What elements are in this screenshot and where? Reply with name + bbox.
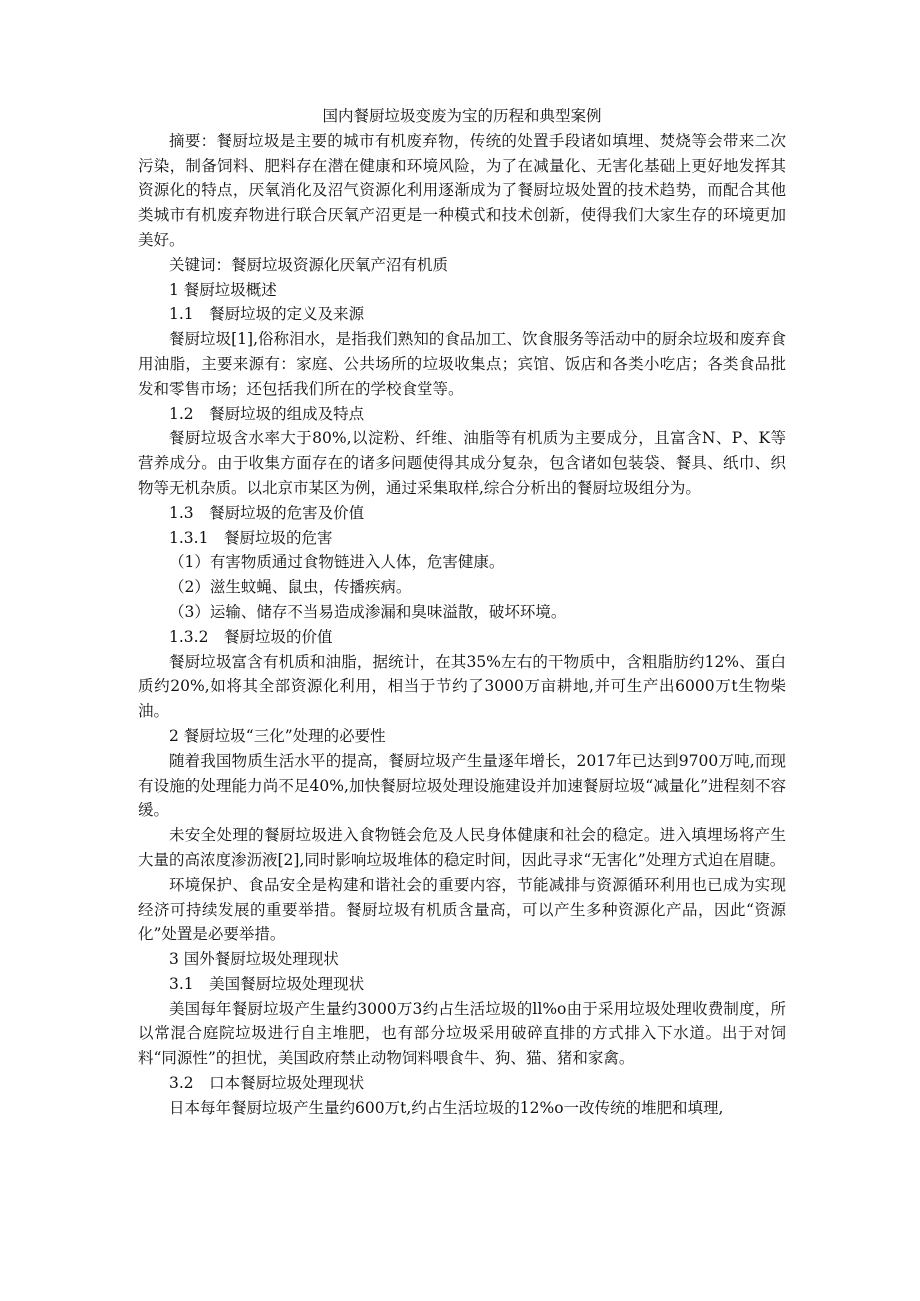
paragraph-3-2: 日本每年餐厨垃圾产生量约600万t,约占生活垃圾的12%o一改传统的堆肥和填理, <box>169 1098 724 1117</box>
section-heading-1: 1 餐厨垃圾概述 <box>169 280 277 299</box>
document-title: 国内餐厨垃圾变废为宝的历程和典型案例 <box>322 107 602 125</box>
harm-item-3: （3）运输、储存不当易造成渗漏和臭味溢散，破坏环境。 <box>169 602 567 621</box>
document-body <box>138 104 786 1121</box>
subsection-heading-1-1: 1.1 餐厨垃圾的定义及来源 <box>169 305 365 324</box>
paragraph-1-3-2: 餐厨垃圾富含有机质和油脂，据统计，在其35%左右的干物质中，含粗脂肪约12%、蛋白质约20%,如将其全部资源化利用，相当于节约了3000万亩耕地,并可生产出6000万t生物柴油。 <box>138 652 786 721</box>
paragraph-2-3: 环境保护、食品安全是构建和谐社会的重要内容，节能减排与资源循环利用也已成为实现经济可持续发展的重要举措。餐厨垃圾有机质含量高，可以产生多种资源化产品，因此“资源化”处置是必要举措。 <box>138 875 786 944</box>
subsection-heading-1-3: 1.3 餐厨垃圾的危害及价值 <box>169 503 365 522</box>
subsection-heading-1-3-2: 1.3.2 餐厨垃圾的价值 <box>169 627 333 646</box>
keywords-line: 关键词：餐厨垃圾资源化厌氧产沼有机质 <box>169 255 449 274</box>
section-heading-2: 2 餐厨垃圾“三化”处理的必要性 <box>169 726 386 745</box>
subsection-heading-1-3-1: 1.3.1 餐厨垃圾的危害 <box>169 528 333 547</box>
abstract-paragraph: 摘要：餐厨垃圾是主要的城市有机废弃物，传统的处置手段诸如填埋、焚烧等会带来二次污染，制备饲料、肥料存在潜在健康和环境风险，为了在减量化、无害化基础上更好地发挥其资源化的特点，厌氧消化及沼气资源化利用逐渐成为了餐厨垃圾处置的技术趋势，而配合其他类城市有机废弃物进行联合厌氧产沼更是一种模式和技术创新，使得我们大家生存的环境更加美好。 <box>138 131 786 249</box>
paragraph-2-2: 未安全处理的餐厨垃圾进入食物链会危及人民身体健康和社会的稳定。进入填埋场将产生大量的高浓度渗沥液[2],同时影响垃圾堆体的稳定时间，因此寻求“无害化”处理方式迫在眉睫。 <box>138 826 786 869</box>
paragraph-3-1: 美国每年餐厨垃圾产生量约3000万3约占生活垃圾的ll%o由于采用垃圾处理收费制度，所以常混合庭院垃圾进行自主堆肥，也有部分垃圾采用破碎直排的方式排入下水道。出于对饲料“同源性”的担忧，美国政府禁止动物饲料喂食牛、狗、猫、猪和家禽。 <box>138 999 786 1068</box>
paragraph-1-2: 餐厨垃圾含水率大于80%,以淀粉、纤维、油脂等有机质为主要成分，且富含N、P、K等营养成分。由于收集方面存在的诸多问题使得其成分复杂，包含诸如包装袋、餐具、纸巾、织物等无机杂质。以北京市某区为例，通过采集取样,综合分析出的餐厨垃圾组分为。 <box>138 429 786 497</box>
harm-item-1: （1）有害物质通过食物链进入人体，危害健康。 <box>169 553 505 572</box>
harm-item-2: （2）滋生蚊蝇、鼠虫，传播疾病。 <box>169 578 412 597</box>
subsection-heading-1-2: 1.2 餐厨垃圾的组成及特点 <box>169 404 365 423</box>
paragraph-2-1: 随着我国物质生活水平的提高，餐厨垃圾产生量逐年增长，2017年已达到9700万吨,而现有设施的处理能力尚不足40%,加快餐厨垃圾处理设施建设并加速餐厨垃圾“减量化”进程刻不容缓。 <box>138 751 786 820</box>
paragraph-1-1: 餐厨垃圾[1],俗称泪水，是指我们熟知的食品加工、饮食服务等活动中的厨余垃圾和废弃食用油脂，主要来源有：家庭、公共场所的垃圾收集点；宾馆、饭店和各类小吃店；各类食品批发和零售市场；还包括我们所在的学校食堂等。 <box>138 330 786 398</box>
section-heading-3: 3 国外餐厨垃圾处理现状 <box>169 950 339 969</box>
subsection-heading-3-1: 3.1 美国餐厨垃圾处理现状 <box>169 974 365 993</box>
subsection-heading-3-2: 3.2 口本餐厨垃圾处理现状 <box>169 1074 365 1093</box>
